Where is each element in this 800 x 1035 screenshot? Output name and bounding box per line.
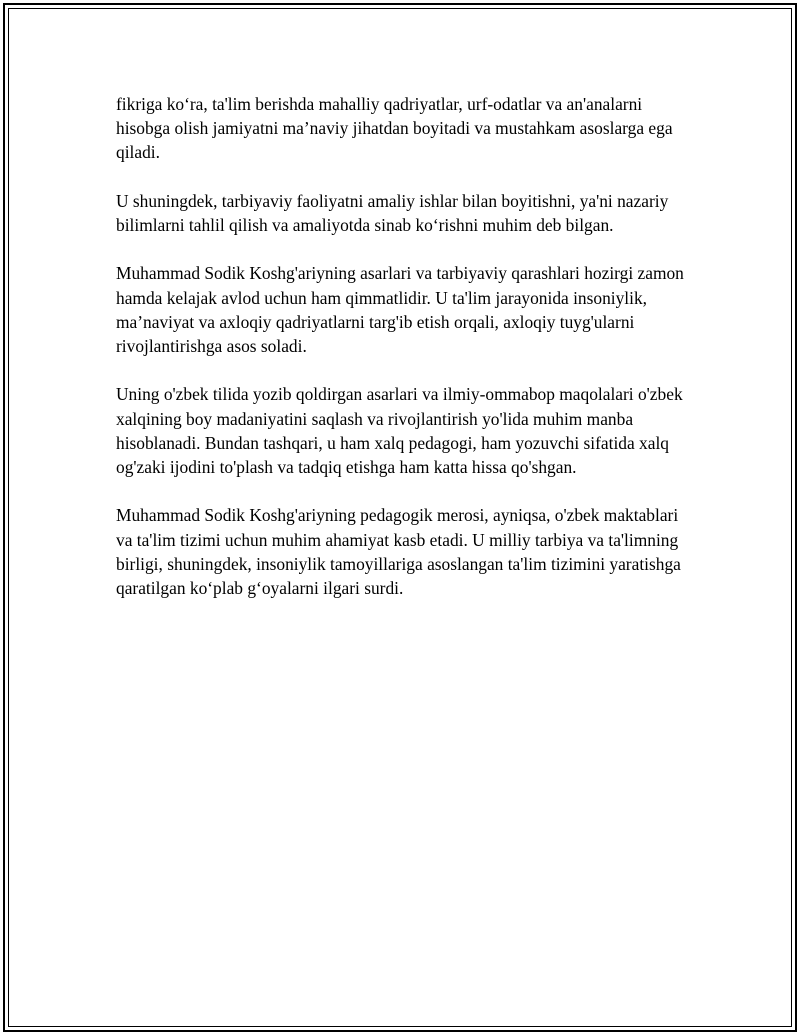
paragraph-1: fikriga ko‘ra, ta'lim berishda mahalliy qadriyatlar, urf-odatlar va an'analarni hisobga olish jamiyatni ma’naviy jihatdan boyitadi va mustahkam asoslarga ega qiladi. — [116, 94, 673, 163]
paragraph-2: U shuningdek, tarbiyaviy faoliyatni amaliy ishlar bilan boyitishni, ya'ni nazariy bilimlarni tahlil qilish va amaliyotda sinab ko‘rishni muhim deb bilgan. — [116, 190, 669, 235]
paragraph-5: Muhammad Sodik Koshg'ariyning pedagogik merosi, ayniqsa, o'zbek maktablari va ta'lim tizimi uchun muhim ahamiyat kasb etadi. U milliy tarbiya va ta'limning birligi, shuningdek, insoniylik tamoyillariga asoslangan ta'lim tizimini yaratishga qaratilgan ko‘plab g‘oyalarni ilgari surdi. — [116, 505, 681, 598]
document-body — [116, 92, 696, 600]
paragraph-4: Uning o'zbek tilida yozib qoldirgan asarlari va ilmiy-ommabop maqolalari o'zbek xalqining boy madaniyatini saqlash va rivojlantirish yo'lida muhim manba hisoblanadi. Bundan tashqari, u ham xalq pedagogi, ham yozuvchi sifatida xalq og'zaki ijodini to'plash va tadqiq etishga ham katta hissa qo'shgan. — [116, 384, 683, 477]
paragraph-3: Muhammad Sodik Koshg'ariyning asarlari va tarbiyaviy qarashlari hozirgi zamon hamda kelajak avlod uchun ham qimmatlidir. U ta'lim jarayonida insoniylik, ma’naviyat va axloqiy qadriyatlarni targ'ib etish orqali, axloqiy tuyg'ularni rivojlantirishga asos soladi. — [116, 263, 684, 356]
